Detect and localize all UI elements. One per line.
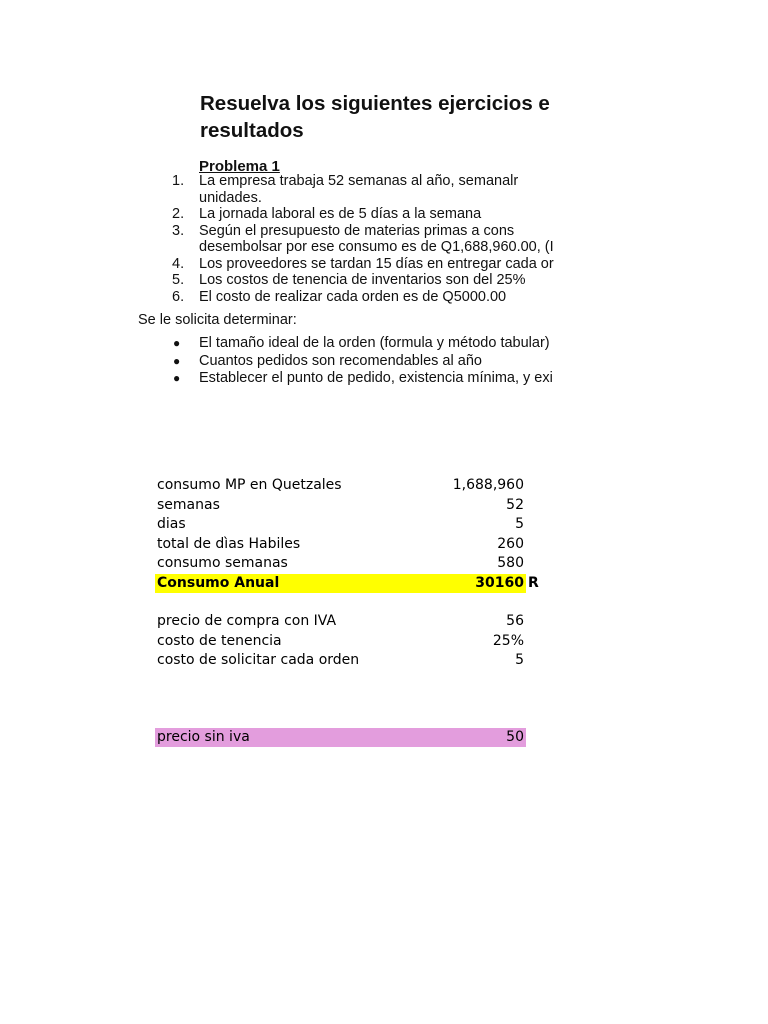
row-costo-solicitar[interactable] — [155, 651, 526, 671]
cell-value: 56 — [506, 613, 524, 629]
cell-label: dias — [157, 516, 186, 532]
list-item: 1. La empresa trabaja 52 semanas al año, semanalr — [172, 173, 519, 189]
row-total-dias[interactable] — [155, 535, 526, 555]
cell-value: 5 — [515, 516, 524, 532]
cell-value: 25% — [492, 632, 524, 649]
cell-value: 580 — [497, 555, 524, 571]
row-dias[interactable] — [155, 515, 526, 535]
row-precio-compra[interactable] — [155, 612, 526, 632]
cell-value: 5 — [515, 652, 524, 668]
list-item: 4. Los proveedores se tardan 15 días en entregar cada or — [172, 255, 554, 272]
empty-row — [155, 593, 526, 612]
empty-row — [155, 671, 526, 690]
bullet-icon: ● — [173, 336, 181, 350]
row-semanas[interactable] — [155, 496, 526, 516]
bullet-icon: ● — [173, 353, 181, 368]
row-costo-tenencia[interactable] — [155, 632, 526, 652]
request-list — [160, 335, 553, 388]
cell-value: 1,688,960 — [452, 477, 524, 493]
list-item: 3. Según el presupuesto de materias primas a cons — [172, 222, 515, 239]
row-consumo-mp[interactable] — [155, 476, 526, 496]
bullet-icon: ● — [173, 371, 181, 385]
list-item: desembolsar por ese consumo es de Q1,688,960.00, (I — [199, 239, 554, 255]
cell-value: 260 — [497, 535, 524, 552]
cell-label: precio de compra con IVA — [157, 613, 337, 629]
cell-label: consumo semanas — [157, 555, 288, 571]
cell-label: consumo MP en Quetzales — [157, 477, 342, 493]
problem-subtitle: Problema 1 — [199, 158, 280, 175]
cell-value: 50 — [506, 728, 524, 745]
empty-row — [155, 690, 526, 709]
cell-value: 52 — [506, 496, 524, 513]
list-item: 5. Los costos de tenencia de inventarios son del 25% — [172, 272, 526, 288]
cell-value: 30160 — [475, 574, 524, 591]
list-item: unidades. — [199, 189, 262, 206]
cell-extra: R — [528, 574, 539, 591]
problem-title — [200, 90, 550, 144]
empty-row — [155, 709, 526, 728]
row-precio-sin-iva[interactable] — [155, 728, 526, 748]
problem-image — [138, 88, 618, 390]
row-consumo-semanas[interactable] — [155, 554, 526, 574]
request-heading: Se le solicita determinar: — [138, 312, 297, 328]
list-item: ● El tamaño ideal de la orden (formula y método tabular) — [160, 335, 553, 353]
title-line-1: Resuelva los siguientes ejercicios e — [200, 92, 550, 115]
list-item: 6. El costo de realizar cada orden es de Q5000.00 — [172, 288, 507, 305]
cell-label: total de dìas Habiles — [157, 535, 301, 552]
list-item: ● Establecer el punto de pedido, existencia mínima, y exi — [160, 370, 553, 388]
cell-label: costo de solicitar cada orden — [157, 652, 360, 668]
spreadsheet — [155, 476, 575, 747]
cell-label: costo de tenencia — [157, 632, 282, 649]
row-consumo-anual[interactable] — [155, 574, 539, 594]
title-line-2: resultados — [200, 119, 304, 142]
list-item: 2. La jornada laboral es de 5 días a la semana — [172, 206, 482, 222]
problem-list — [160, 173, 618, 305]
list-item: ● Cuantos pedidos son recomendables al año — [160, 353, 553, 371]
cell-label: Consumo Anual — [157, 574, 280, 591]
cell-label: semanas — [157, 496, 220, 513]
cell-label: precio sin iva — [157, 728, 250, 745]
